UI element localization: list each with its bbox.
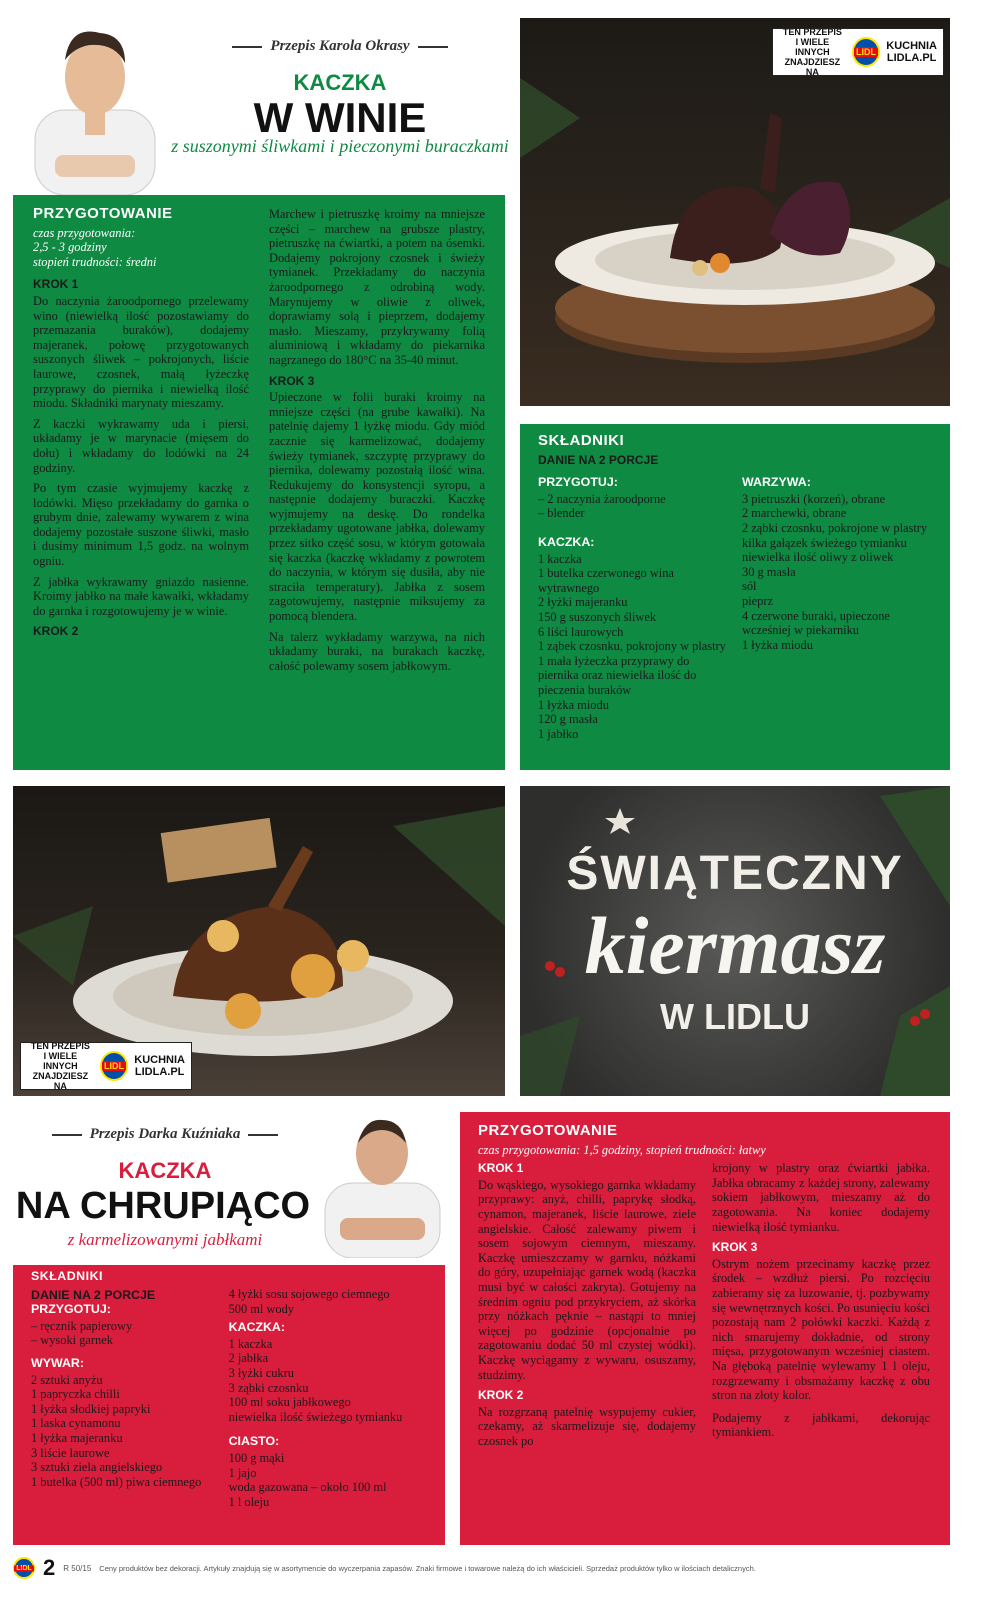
recipe1-veg-item: niewielka ilość oliwy z oliwek	[742, 550, 894, 565]
recipe1-meta-difficulty: stopień trudności: średni	[33, 254, 157, 269]
recipe1-meta-time: 2,5 - 3 godziny	[33, 240, 107, 255]
recipe1-veg-item: pieprz	[742, 593, 773, 608]
recipe2-prepare-item: – wysoki garnek	[31, 1333, 113, 1348]
recipe2-preparation-panel	[460, 1112, 950, 1545]
recipe1-step2-title: KROK 2	[33, 624, 79, 639]
recipe2-step1-text: Do wąskiego, wysokiego garnka wkładamy przyprawy: anyż, chilli, paprykę słodką, cynamon, majeranek, liście laurowe, ziele angielskie. Całość zalewamy piwem i sosem sojowym ciemnym, mieszamy. Kaczkę umieszczamy w garnku, nóżkami do góry, uzupełniając garnek wodą (kaczka musi być w całości zakryta). Gotujemy na średnim ogniu pod przykryciem, aż skórka przy nóżkach pęknie – nastąpi to mniej więcej po godzinie (opcjonalnie po zagotowaniu dodać 50 ml czystej wódki). Kaczkę wyciągamy z wywaru, osuszamy, studzimy.	[478, 1177, 696, 1382]
recipe2-duck-item: 2 jabłka	[228, 1351, 269, 1366]
recipe1-duck-item: 1 butelka czerwonego wina wytrawnego	[538, 566, 674, 595]
recipe1-subtitle: z suszonymi śliwkami i pieczonymi buraczkami	[171, 136, 509, 156]
recipe1-prepare-title: PRZYGOTUJ:	[538, 475, 618, 490]
recipe2-prep-col1	[478, 1161, 696, 1454]
recipe1-title-big: W WINIE	[253, 94, 427, 141]
recipe1-prep-heading: PRZYGOTOWANIE	[33, 205, 173, 222]
recipe1-duck-item: 1 łyżka miodu	[538, 697, 609, 712]
recipe1-step2-text: Marchew i pietruszkę kroimy na mniejsze części – marchew na grubsze plastry, pietruszkę na ćwiartki, a potem na ósemki. Dodajemy pokrojony czosnek i świeży tymianek. Przekładamy do naczynia żaroodpornego z odrobiną wody. Marynujemy w oliwie z oliwek, doprawiamy solą i pieprzem, dodajemy masło. Mieszamy, przykrywamy folią aluminiową i wkładamy do piekarnika nagrzanego do 180°C na 35-40 minut.	[269, 207, 485, 367]
recipe1-ingr-col1	[538, 469, 728, 741]
footer-code: R 50/15	[63, 1563, 92, 1573]
recipe2-prepare-title: PRZYGOTUJ:	[31, 1302, 111, 1317]
badge-text: TEN PRZEPIS I WIELE INNYCH ZNAJDZIESZ NA	[782, 28, 842, 76]
recipe2-duck-title: KACZKA:	[228, 1320, 285, 1335]
recipe1-veg-item: kilka gałązek świeżego tymianku	[742, 535, 907, 550]
page-number: 2	[43, 1555, 56, 1580]
recipe2-title-small: KACZKA	[118, 1158, 212, 1183]
badge-site: KUCHNIA LIDLA.PL	[886, 40, 937, 64]
recipe2-dough-item: 100 g mąki	[228, 1450, 285, 1465]
recipe1-veg-item: 2 ząbki czosnku, pokrojone w plastry	[742, 520, 928, 535]
recipe2-duck-item: 100 ml soku jabłkowego	[228, 1395, 351, 1410]
recipe1-veg-item: 2 marchewki, obrane	[742, 506, 847, 521]
recipe2-step2-text: Na rozgrzaną patelnię wsypujemy cukier, czekamy, aż skarmelizuje się, dodajemy czosnek po	[478, 1404, 696, 1448]
recipe2-step2-title: KROK 2	[478, 1388, 524, 1403]
recipe1-veg-title: WARZYWA:	[742, 475, 811, 490]
recipe1-duck-item: 150 g suszonych śliwek	[538, 609, 657, 624]
recipe2-step3-title: KROK 3	[712, 1240, 758, 1255]
recipe2-portions: DANIE NA 2 PORCJE	[31, 1287, 156, 1302]
recipe2-title-big: NA CHRUPIĄCO	[15, 1185, 311, 1227]
lidl-recipe-badge-top[interactable]	[772, 28, 944, 76]
recipe2-broth-title: WYWAR:	[31, 1355, 84, 1370]
recipe1-step1-p4: Z jabłka wykrawamy gniazdo nasienne. Kroimy jabłko na małe kawałki, wkładamy do garnka i rozgotowujemy je w winie.	[33, 574, 249, 618]
recipe1-duck-item: 1 jabłko	[538, 726, 579, 741]
recipe2-duck-item: niewielka ilość świeżego tymianku	[228, 1409, 403, 1424]
footer	[13, 1548, 950, 1588]
recipe1-step1-p3: Po tym czasie wyjmujemy kaczkę z lodówki. Mięso przekładamy do garnka o grubym dnie, zalewamy wywarem z wina dodajemy pozostałe suszone śliwki, masło i dusimy minimum 1,5 godz. na wolnym ogniu.	[33, 481, 249, 569]
recipe2-meta: czas przygotowania: 1,5 godziny, stopień trudności: łatwy	[478, 1142, 766, 1157]
recipe2-dough-title: CIASTO:	[228, 1434, 280, 1449]
recipe2-broth-item: 3 liście laurowe	[31, 1445, 110, 1460]
recipe2-serve-text: Podajemy z jabłkami, dekorując tymiankiem.	[712, 1410, 930, 1440]
recipe2-step1-title: KROK 1	[478, 1161, 524, 1176]
recipe1-ingredients-panel	[520, 424, 950, 770]
badge-site: KUCHNIA LIDLA.PL	[134, 1054, 185, 1078]
recipe2-broth-item: 1 papryczka chilli	[31, 1387, 120, 1402]
recipe2-dough-item: 1 jajo	[228, 1465, 257, 1480]
recipe2-ingr-heading: SKŁADNIKI	[31, 1269, 103, 1283]
recipe1-prep-col2	[269, 207, 485, 679]
recipe1-prep-col1	[33, 207, 249, 679]
recipe1-ingr-col2	[742, 469, 932, 741]
recipe1-step3-title: KROK 3	[269, 373, 315, 388]
recipe1-prepare-item: – 2 naczynia żaroodporne	[538, 491, 666, 506]
recipe1-duck-item: 2 łyżki majeranku	[538, 595, 628, 610]
recipe2-step3-text: Ostrym nożem przecinamy kaczkę przez środek – wzdłuż piersi. Po rozcięciu zabieramy się za luzowanie, tj. pozbywamy się wewnętrznych kości. Po usunięciu kości pozostają nam 2 połówki kaczki. Każdą z nich smarujemy dokładnie, od strony mięsa, przygotowanym wcześniej ciastem. Na głęboką patelnię wylewamy 1 l oleju, rozgrzewamy i obsmażamy kaczkę z obu stron na złoty kolor.	[712, 1256, 930, 1403]
recipe1-duck-item: 1 kaczka	[538, 551, 582, 566]
recipe2-broth-item: 4 łyżki sosu sojowego ciemnego	[228, 1287, 390, 1301]
recipe1-veg-item: 3 pietruszki (korzeń), obrane	[742, 491, 886, 506]
recipe1-veg-item: 30 g masła	[742, 564, 796, 579]
lidl-logo-icon: LIDL	[852, 37, 880, 67]
lidl-logo-icon: LIDL	[13, 1557, 35, 1579]
badge-text: TEN PRZEPIS I WIELE INNYCH ZNAJDZIESZ NA	[30, 1042, 90, 1090]
recipe1-author: Przepis Karola Okrasy	[200, 38, 480, 60]
christmas-fair-promo	[520, 786, 950, 1096]
recipe1-step3-p2: Na talerz wykładamy warzywa, na nich układamy buraki, na burakach kaczkę, całość polewamy sosem jabłkowym.	[269, 629, 485, 673]
recipe1-veg-item: 1 łyżka miodu	[742, 637, 813, 652]
recipe2-broth-item: 1 laska cynamonu	[31, 1416, 121, 1431]
recipe1-duck-item: 120 g masła	[538, 712, 598, 727]
recipe1-veg-item: 4 czerwone buraki, upieczone wcześniej w piekarniku	[742, 608, 890, 638]
recipe2-broth-item: 500 ml wody	[228, 1301, 294, 1316]
chef-photo-karol	[30, 15, 160, 195]
recipe1-step3-p1: Upieczone w folii buraki kroimy na mniejsze części (na grube kawałki). Na patelnię dajemy 1 łyżkę miodu. Gdy miód zacznie się karmelizować, dodajemy świeży tymianek, szczyptę przyprawy do piernika, dolewamy pozostałą ilość wina. Redukujemy do konsystencji syropu, a następnie dodajemy buraczki. Kaczkę wyjmujemy na deskę. Do rondelka przekładamy ugotowane jabłka, dolewamy przez sitko część sosu, w którym gotowała się kaczka (kaczkę wkładamy z powrotem do naczynia, w którym się dusiła, aby nie straciła temperatury). Jabłka z sosem zagotowujemy, następnie miksujemy za pomocą blendera.	[269, 390, 485, 624]
recipe1-preparation-panel	[13, 195, 505, 770]
recipe2-broth-item: 2 sztuki anyżu	[31, 1372, 103, 1387]
promo-line2: kiermasz	[584, 900, 886, 991]
recipe2-duck-item: 3 łyżki cukru	[228, 1365, 294, 1380]
promo-line3: W LIDLU	[660, 996, 810, 1037]
recipe1-veg-item: sól	[742, 579, 757, 594]
recipe2-prepare-item: – ręcznik papierowy	[31, 1318, 133, 1333]
promo-line1: ŚWIĄTECZNY	[566, 847, 904, 900]
recipe1-prepare-item: – blender	[538, 506, 585, 521]
recipe1-step1-p2: Z kaczki wykrawamy uda i piersi, układamy je w marynacie (mięsem do dołu) i wkładamy do lodówki na 24 godziny.	[33, 416, 249, 475]
recipe1-meta-time-label: czas przygotowania:	[33, 225, 136, 240]
recipe2-ingr-col2	[229, 1269, 427, 1509]
lidl-logo-icon: LIDL	[100, 1051, 128, 1081]
recipe2-duck-item: 1 kaczka	[228, 1336, 273, 1351]
lidl-recipe-badge-bottom[interactable]	[20, 1042, 192, 1090]
recipe2-broth-item: 3 sztuki ziela angielskiego	[31, 1460, 163, 1475]
recipe2-ingredients-panel	[13, 1265, 445, 1545]
recipe2-broth-item: 1 butelka (500 ml) piwa ciemnego	[31, 1474, 202, 1489]
star-icon	[605, 808, 635, 834]
chef-photo-darek	[320, 1108, 445, 1258]
recipe1-duck-item: 1 ząbek czosnku, pokrojony w plastry	[538, 639, 726, 654]
recipe1-ingr-heading: SKŁADNIKI	[538, 432, 625, 449]
footer-note: Ceny produktów bez dekoracji. Artykuły znajdują się w asortymencie do wyczerpania zapasów. Znaki firmowe i towarowe należą do ich właścicieli. Sprzedaż produktów tylko w ilościach detalicznych.	[99, 1563, 756, 1573]
recipe2-broth-item: 1 łyżka słodkiej papryki	[31, 1401, 151, 1416]
recipe2-dough-item: 1 l oleju	[228, 1494, 270, 1509]
recipe2-dough-item: woda gazowana – około 100 ml	[228, 1480, 387, 1495]
recipe1-portions: DANIE NA 2 PORCJE	[538, 452, 659, 467]
recipe2-ingr-col1	[31, 1269, 215, 1509]
recipe2-duck-item: 3 ząbki czosnku	[228, 1380, 309, 1395]
recipe2-broth-item: 1 łyżka majeranku	[31, 1430, 123, 1445]
recipe2-prep-col2	[712, 1161, 930, 1454]
recipe1-duck-item: 1 mała łyżeczka przyprawy do piernika oraz niewielka ilość do pieczenia buraków	[538, 653, 697, 697]
recipe1-duck-item: 6 liści laurowych	[538, 624, 624, 639]
recipe2-prep-heading: PRZYGOTOWANIE	[478, 1122, 618, 1139]
recipe2-author: Przepis Darka Kuźniaka	[15, 1126, 315, 1148]
recipe1-title-small: KACZKA	[293, 70, 387, 95]
recipe2-step2-continued: krojony w plastry oraz ćwiartki jabłka. Jabłka obracamy z każdej strony, zalewamy sokiem jabłkowym, mieszamy aż do zagotowania. Na koniec dodajemy niewielką ilość tymianku.	[712, 1161, 930, 1234]
recipe1-step1-title: KROK 1	[33, 277, 79, 292]
recipe1-duck-title: KACZKA:	[538, 534, 595, 549]
recipe1-duck-photo	[520, 18, 950, 406]
recipe1-step1-p1: Do naczynia żaroodpornego przelewamy wino (niewielką ilość pozostawiamy do przemazania buraków), dodajemy majeranek, połowę przygotowanych suszonych śliwek – pokrojonych, liście laurowe, czosnek, małą łyżeczkę przyprawy do piernika i niewielką ilość miodu. Składniki marynaty mieszamy.	[33, 293, 249, 411]
recipe2-subtitle: z karmelizowanymi jabłkami	[67, 1230, 263, 1249]
